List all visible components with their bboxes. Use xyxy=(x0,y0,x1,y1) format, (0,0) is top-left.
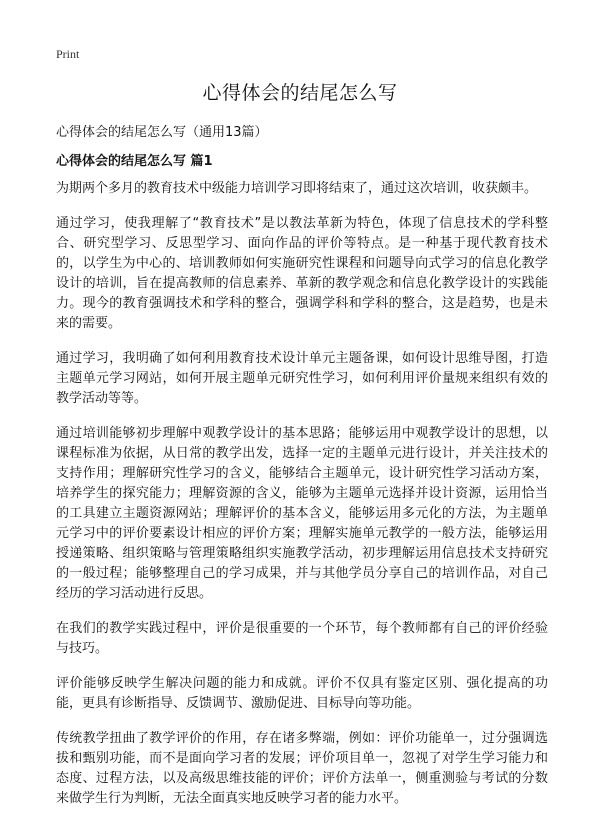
print-link[interactable]: Print xyxy=(56,47,80,61)
article-subtitle: 心得体会的结尾怎么写（通用13篇） xyxy=(56,125,268,140)
paragraph-4: 通过培训能够初步理解中观教学设计的基本思路；能够运用中观教学设计的思想，以课程标准为依据，从日常的教学出发，选择一定的主题单元进行设计，并关注技术的支持作用；理解研究性学习的含义，能够结合主题单元，设计研究性学习活动方案，培养学生的探究能力；理解资源的含义，能够为主题单元选择并设计资源，运用恰当的工具建立主题资源网站；理解评价的基本含义，能够运用多元化的方法，为主题单元学习中的评价要素设计相应的评价方案；理解实施单元教学的一般方法，能够运用授递策略、组织策略与管理策略组织实施教学活动，初步理解运用信息技术支持研究的一般过程；能够整理自己的学习成果，并与其他学员分享自己的培训作品，对自己经历的学习活动进行反思。 xyxy=(56,426,548,601)
paragraph-5: 在我们的教学实践过程中，评价是很重要的一个环节，每个教师都有自己的评价经验与技巧。 xyxy=(56,621,548,656)
paragraph-7: 传统教学扭曲了教学评价的作用，存在诸多弊端，例如：评价功能单一，过分强调选拔和甄别功能，而不是面向学习者的发展；评价项目单一，忽视了对学生学习能力和态度、过程方法，以及高级思维技能的评价；评价方法单一，侧重测验与考试的分数来做学生行为判断，无法全面真实地反映学习者的能力水平。 xyxy=(56,731,548,806)
page-title: 心得体会的结尾怎么写 xyxy=(202,82,398,104)
section-heading: 心得体会的结尾怎么写 篇1 xyxy=(56,154,213,169)
paragraph-1: 为期两个多月的教育技术中级能力培训学习即将结束了，通过这次培训，收获颇丰。 xyxy=(56,181,538,196)
article-body xyxy=(56,179,548,824)
paragraph-3: 通过学习，我明确了如何利用教育技术设计单元主题备课，如何设计思维导图，打造主题单元学习网站，如何开展主题单元研究性学习，如何利用评价量规来组织有效的教学活动等等。 xyxy=(56,351,548,406)
paragraph-2: 通过学习，使我理解了“教育技术”是以教法革新为特色，体现了信息技术的学科整合、研究型学习、反思型学习、面向作品的评价等特点。是一种基于现代教育技术的，以学生为中心的、培训教师如何实施研究性课程和问题导向式学习的信息化教学设计的培训，旨在提高教师的信息素养、革新的教学观念和信息化教学设计的实践能力。现今的教育强调技术和学科的整合，强调学科和学科的整合，这是趋势，也是未来的需要。 xyxy=(56,216,548,331)
paragraph-6: 评价能够反映学生解决问题的能力和成就。评价不仅具有鉴定区别、强化提高的功能，更具有诊断指导、反馈调节、激励促进、目标导向等功能。 xyxy=(56,676,548,711)
